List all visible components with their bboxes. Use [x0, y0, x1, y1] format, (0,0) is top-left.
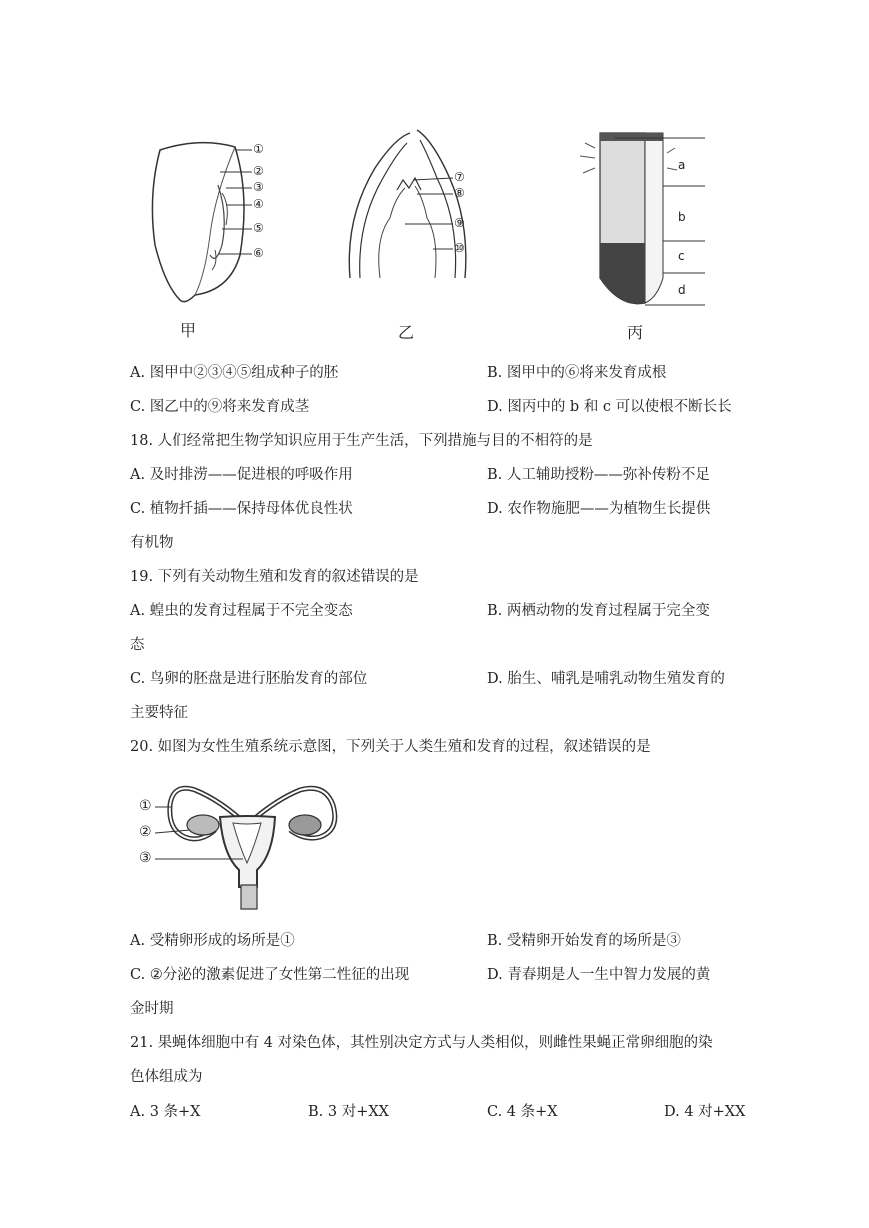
- female-reproductive-system-diagram: [135, 775, 360, 910]
- q19-option-d: D. 胎生、哺乳是哺乳动物生殖发育的: [487, 671, 725, 687]
- caption-bing: 丙: [627, 323, 644, 342]
- seed-label-5: ⑤: [253, 221, 264, 235]
- q19-option-b: B. 两栖动物的发育过程属于完全变: [487, 603, 710, 619]
- q18-option-a: A. 及时排涝——促进根的呼吸作用: [130, 467, 353, 483]
- q20-option-d-cont: 金时期: [130, 1001, 174, 1017]
- bud-label-7: ⑦: [454, 170, 465, 184]
- q17-option-c: C. 图乙中的⑨将来发育成茎: [130, 399, 310, 415]
- q19-stem: 19. 下列有关动物生殖和发育的叙述错误的是: [130, 569, 419, 585]
- seed-label-1: ①: [253, 142, 264, 156]
- root-tip-diagram-bing: [575, 128, 710, 313]
- q21-option-a: A. 3 条+X: [130, 1104, 201, 1120]
- seed-label-3: ③: [253, 180, 264, 194]
- q20-option-a: A. 受精卵形成的场所是①: [130, 933, 295, 949]
- bud-label-8: ⑧: [454, 186, 465, 200]
- q18-option-c: C. 植物扦插——保持母体优良性状: [130, 501, 353, 517]
- q21-option-b: B. 3 对+XX: [308, 1104, 390, 1120]
- uterus-label-3: ③: [139, 850, 152, 866]
- q20-option-c: C. ②分泌的激素促进了女性第二性征的出现: [130, 967, 410, 983]
- uterus-label-2: ②: [139, 824, 152, 840]
- q19-option-d-cont: 主要特征: [130, 705, 188, 721]
- q19-option-b-cont: 态: [130, 637, 145, 653]
- q17-option-b: B. 图甲中的⑥将来发育成根: [487, 365, 667, 381]
- seed-label-6: ⑥: [253, 246, 264, 260]
- q21-option-c: C. 4 条+X: [487, 1104, 558, 1120]
- root-label-c: c: [678, 249, 685, 263]
- q19-option-c: C. 鸟卵的胚盘是进行胚胎发育的部位: [130, 671, 368, 687]
- q21-stem-cont: 色体组成为: [130, 1069, 203, 1085]
- caption-jia: 甲: [180, 321, 197, 340]
- caption-yi: 乙: [398, 323, 415, 342]
- q18-option-d-cont: 有机物: [130, 535, 174, 551]
- root-label-d: d: [678, 283, 686, 297]
- seed-diagram-jia: [140, 135, 290, 310]
- q20-option-d: D. 青春期是人一生中智力发展的黄: [487, 967, 711, 983]
- root-label-a: a: [678, 158, 686, 172]
- q18-stem: 18. 人们经常把生物学知识应用于生产生活，下列措施与目的不相符的是: [130, 433, 593, 449]
- q18-option-b: B. 人工辅助授粉——弥补传粉不足: [487, 467, 710, 483]
- seed-label-4: ④: [253, 197, 264, 211]
- seed-label-2: ②: [253, 164, 264, 178]
- q19-option-a: A. 蝗虫的发育过程属于不完全变态: [130, 603, 353, 619]
- root-label-b: b: [678, 210, 686, 224]
- q21-stem: 21. 果蝇体细胞中有 4 对染色体，其性别决定方式与人类相似，则雌性果蝇正常卵细胞的染: [130, 1035, 713, 1051]
- q18-option-d: D. 农作物施肥——为植物生长提供: [487, 501, 711, 517]
- bud-diagram-yi: [335, 128, 485, 293]
- bud-label-10: ⑩: [454, 241, 465, 255]
- uterus-label-1: ①: [139, 798, 152, 814]
- q17-option-a: A. 图甲中②③④⑤组成种子的胚: [130, 365, 339, 381]
- q21-option-d: D. 4 对+XX: [664, 1104, 746, 1120]
- q20-option-b: B. 受精卵开始发育的场所是③: [487, 933, 681, 949]
- q17-option-d: D. 图丙中的 b 和 c 可以使根不断长长: [487, 399, 732, 415]
- bud-label-9: ⑨: [454, 216, 465, 230]
- q20-stem: 20. 如图为女性生殖系统示意图，下列关于人类生殖和发育的过程，叙述错误的是: [130, 739, 651, 755]
